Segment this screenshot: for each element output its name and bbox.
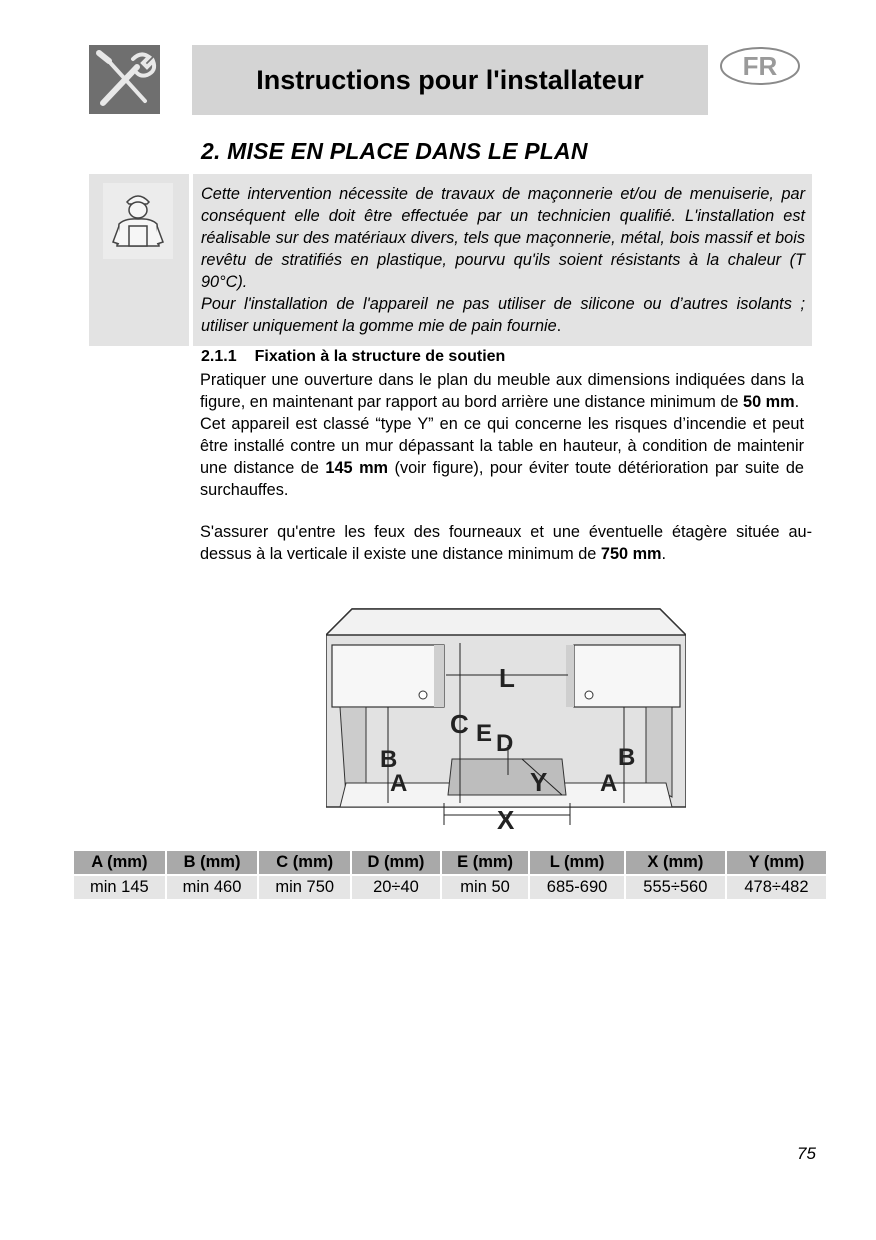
installation-figure: [326, 607, 686, 829]
table-header: B (mm): [167, 851, 258, 874]
table-row: [74, 874, 826, 899]
language-code: FR: [742, 51, 778, 81]
subsection-heading: [201, 348, 505, 366]
table-cell: 478÷482: [727, 874, 826, 899]
label-X: X: [497, 805, 515, 829]
table-cell: min 50: [442, 874, 528, 899]
tools-icon: [89, 45, 160, 114]
warning-paragraph-1: Cette intervention nécessite de travaux de maçonnerie et/ou de menuiserie, par conséquent elle doit être effectuée par un technicien qualifié. L'installation est réalisable sur des matériaux divers, tels que maçonnerie, métal, bois massif et bois revêtu de stratifiés en plastique, pourvu qu'ils soient résistants à la chaleur (T 90°C).: [201, 185, 805, 291]
label-B-left: B: [380, 746, 398, 773]
label-E: E: [476, 720, 493, 747]
technician-icon: [89, 174, 189, 346]
table-cell: 685-690: [530, 874, 624, 899]
label-A-left: A: [390, 770, 408, 797]
label-Y: Y: [530, 767, 548, 797]
label-B-right: B: [618, 744, 636, 771]
body-paragraph-1: Pratiquer une ouverture dans le plan du meuble aux dimensions indiquées dans la figure, en maintenant par rapport au bord arrière une distance minimum de 50 mm.: [200, 371, 804, 411]
page-title: Instructions pour l'installateur: [256, 64, 644, 95]
header-banner: [192, 45, 708, 115]
dimensions-table: [72, 851, 828, 899]
warning-icon-panel: [89, 174, 189, 346]
warning-panel: [193, 174, 812, 346]
table-header-row: [74, 851, 826, 874]
body-paragraph-3: S'assurer qu'entre les feux des fourneaux et une éventuelle étagère située au-dessus à la verticale il existe une distance minimum de 750 mm.: [200, 523, 812, 563]
table-header: A (mm): [74, 851, 165, 874]
warning-paragraph-2: Pour l'installation de l'appareil ne pas utiliser de silicone ou d’autres isolants ; utiliser uniquement la gomme mie de pain fournie.: [201, 295, 805, 335]
label-C: C: [450, 709, 469, 739]
label-D: D: [496, 730, 514, 757]
label-A-right: A: [600, 770, 618, 797]
body-paragraph-2: Cet appareil est classé “type Y” en ce qui concerne les risques d’incendie et peut être installé contre un mur dépassant la table en hauteur, à condition de maintenir une distance de 145 mm (voir figure), pour éviter toute détérioration par suite de surchauffes.: [200, 415, 804, 499]
table-cell: min 750: [259, 874, 350, 899]
table-header: E (mm): [442, 851, 528, 874]
body-text: [200, 369, 804, 501]
table-header: L (mm): [530, 851, 624, 874]
subsection-title: Fixation à la structure de soutien: [254, 348, 506, 365]
subsection-number: 2.1.1: [201, 348, 237, 365]
page-number: 75: [797, 1144, 816, 1163]
body-text-2: [200, 521, 812, 565]
table-cell: 20÷40: [352, 874, 440, 899]
table-header: C (mm): [259, 851, 350, 874]
table-cell: 555÷560: [626, 874, 725, 899]
table-header: X (mm): [626, 851, 725, 874]
table-header: Y (mm): [727, 851, 826, 874]
table-cell: min 145: [74, 874, 165, 899]
table-cell: min 460: [167, 874, 258, 899]
language-badge: [719, 46, 801, 86]
section-title: 2. MISE EN PLACE DANS LE PLAN: [201, 138, 588, 164]
label-L: L: [499, 663, 515, 693]
table-header: D (mm): [352, 851, 440, 874]
